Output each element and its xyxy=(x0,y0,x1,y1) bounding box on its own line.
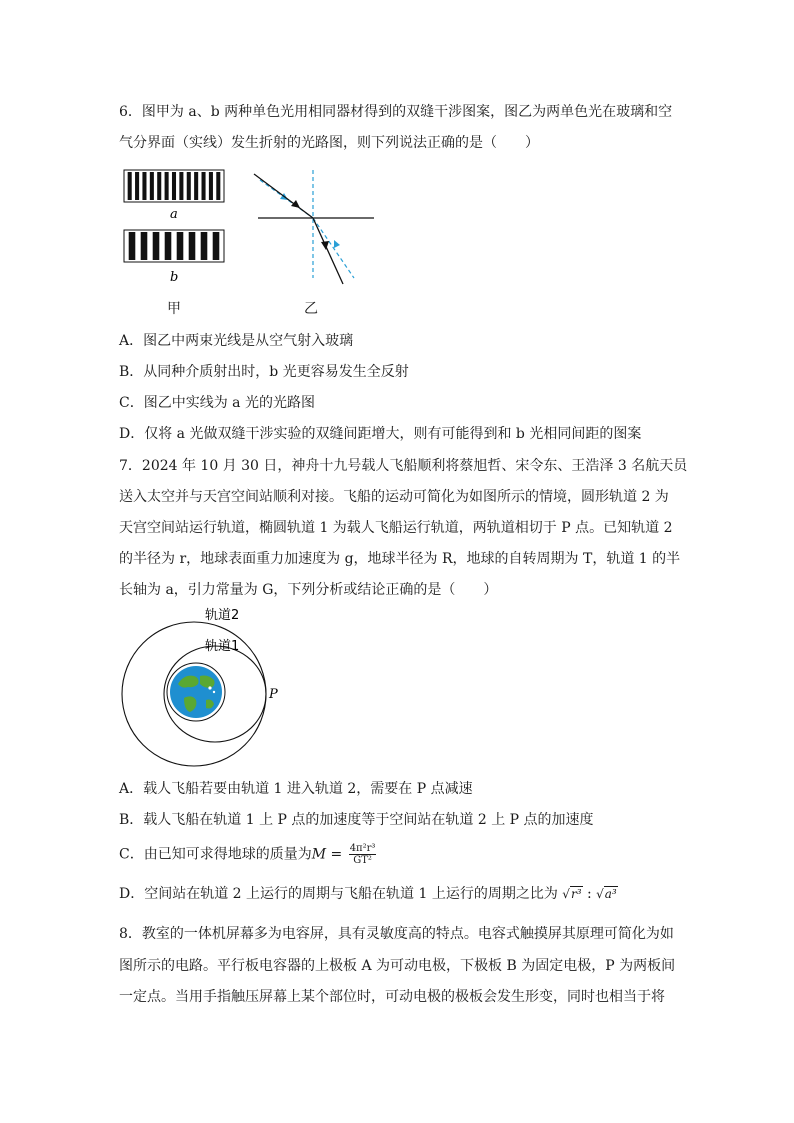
q6-stem-line-2: 气分界面（实线）发生折射的光路图，则下列说法正确的是（ ） xyxy=(119,135,539,151)
q7-option-d xyxy=(119,884,618,904)
q6-option-a: A．图乙中两束光线是从空气射入玻璃 xyxy=(119,333,354,349)
fringe-stripe xyxy=(216,172,220,200)
fringe-stripe xyxy=(201,232,208,260)
q6-stem-line-1: 6．图甲为 a、b 两种单色光用相同器材得到的双缝干涉图案，图乙为两单色光在玻璃和空 xyxy=(119,104,673,120)
earth-icon xyxy=(167,663,225,721)
pattern-a-label: a xyxy=(170,207,178,222)
fringe-stripe xyxy=(177,232,184,260)
dashed-ray-refracted xyxy=(313,218,354,278)
caption-jia: 甲 xyxy=(167,301,181,317)
q8-stem-line-3: 一定点。当用手指触压屏幕上某个部位时，可动电极的极板会发生形变，同时也相当于将 xyxy=(119,989,665,1005)
q6-option-b: B．从同种介质射出时，b 光更容易发生全反射 xyxy=(119,364,409,380)
q6-option-d: D．仅将 a 光做双缝干涉实验的双缝间距增大，则有可能得到和 b 光相同间距的图案 xyxy=(119,426,642,442)
fringe-stripe xyxy=(157,172,161,200)
fringe-stripe xyxy=(142,172,146,200)
q7-option-a: A．载人飞船若要由轨道 1 进入轨道 2，需要在 P 点减速 xyxy=(119,781,473,797)
mass-fraction-numerator: 4π²r³ xyxy=(349,843,376,854)
solid-ray-refracted xyxy=(313,218,343,284)
fringe-stripe xyxy=(194,172,198,200)
pattern-b xyxy=(124,230,224,262)
fringe-stripe xyxy=(213,232,220,260)
fringe-stripe xyxy=(165,232,172,260)
q7-stem-line-3: 天宫空间站运行轨道，椭圆轨道 1 为载人飞船运行轨道，两轨道相切于 P 点。已知轨道 2 xyxy=(119,520,673,536)
q7-option-c-text: C．由已知可求得地球的质量为 xyxy=(119,846,312,863)
solid-ray-incident xyxy=(254,174,313,218)
mass-fraction xyxy=(349,843,377,866)
fringe-stripe xyxy=(179,172,183,200)
orbit-diagram xyxy=(118,604,288,769)
fringe-stripe xyxy=(165,172,169,200)
q7-option-b: B．载人飞船在轨道 1 上 P 点的加速度等于空间站在轨道 2 上 P 点的加速度 xyxy=(119,812,594,828)
fringe-stripe xyxy=(141,232,148,260)
pattern-a xyxy=(124,170,224,202)
ratio-separator: : xyxy=(582,886,597,902)
fringe-stripe xyxy=(172,172,176,200)
caption-yi: 乙 xyxy=(304,301,318,317)
q7-stem-line-1: 7．2024 年 10 月 30 日，神舟十九号载人飞船顺利将蔡旭哲、宋令东、王浩泽 3 名航天员 xyxy=(119,458,688,474)
solid-ray-arrow-2 xyxy=(321,241,329,250)
pattern-b-label: b xyxy=(170,270,179,285)
fringe-stripe xyxy=(187,172,191,200)
refraction-diagram xyxy=(250,166,380,291)
q7-option-c xyxy=(119,843,376,866)
fringe-stripe xyxy=(150,172,154,200)
orbit-1-label: 轨道1 xyxy=(205,639,240,654)
fringe-stripe xyxy=(153,232,160,260)
point-p-label: P xyxy=(269,687,278,702)
q6-option-c: C．图乙中实线为 a 光的光路图 xyxy=(119,395,315,411)
fringe-stripe xyxy=(129,232,136,260)
q7-stem-line-5: 长轴为 a，引力常量为 G，下列分析或结论正确的是（ ） xyxy=(119,582,498,598)
dashed-ray-arrow-2 xyxy=(334,240,340,248)
fringe-stripe xyxy=(202,172,206,200)
q8-stem-line-1: 8．教室的一体机屏幕多为电容屏，具有灵敏度高的特点。电容式触摸屏其原理可简化为如 xyxy=(119,926,674,942)
q7-option-d-text: D．空间站在轨道 2 上运行的周期与飞船在轨道 1 上运行的周期之比为 xyxy=(119,886,558,902)
orbit-2-label: 轨道2 xyxy=(205,608,240,623)
fringe-stripe xyxy=(128,172,132,200)
mass-fraction-denominator: GT² xyxy=(353,855,372,866)
sqrt-a-cubed: √a³ xyxy=(596,887,617,901)
interference-pattern-figure xyxy=(120,166,230,291)
sqrt-r-cubed: √r³ xyxy=(562,887,582,901)
fringe-stripe xyxy=(209,172,213,200)
solid-ray-arrow-1 xyxy=(291,200,300,208)
q7-stem-line-4: 的半径为 r，地球表面重力加速度为 g，地球半径为 R，地球的自转周期为 T，轨道 1 的半 xyxy=(119,551,681,567)
q8-stem-line-2: 图所示的电路。平行板电容器的上极板 A 为可动电极，下极板 B 为固定电极，P 为两板间 xyxy=(119,958,676,974)
fringe-stripe xyxy=(189,232,196,260)
q7-stem-line-2: 送入太空并与天宫空间站顺利对接。飞船的运动可简化为如图所示的情境，圆形轨道 2 为 xyxy=(119,489,669,505)
mass-symbol: M = xyxy=(311,846,343,863)
fringe-stripe xyxy=(135,172,139,200)
